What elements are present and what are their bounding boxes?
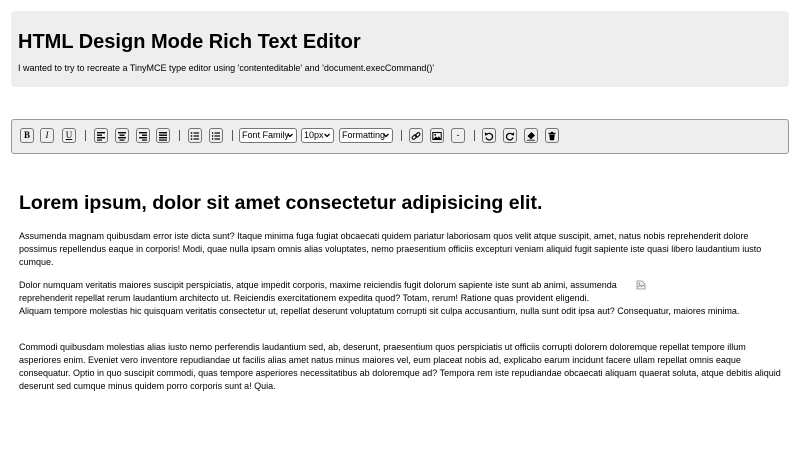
insert-link-button[interactable] [409, 128, 423, 143]
toolbar-separator [85, 130, 86, 141]
ordered-list-icon [211, 131, 221, 141]
align-center-button[interactable] [115, 128, 129, 143]
insert-image-button[interactable] [430, 128, 444, 143]
underline-button[interactable]: U [62, 128, 76, 143]
eraser-icon [526, 131, 536, 141]
page-header [11, 11, 789, 87]
unordered-list-button[interactable] [188, 128, 202, 143]
image-icon [432, 131, 442, 141]
editor-toolbar [11, 119, 789, 154]
delete-button[interactable] [545, 128, 559, 143]
content-paragraph-3: Commodi quibusdam molestias alias iusto nemo perferendis laudantium sed, ab, deserunt, praesentium quos perspiciatis ut officiis corrupti dolorem doloremque repellat tempore illum asperiores enim. Eveniet vero inventore repudiandae ut facilis alias amet natus minus maiores vel, eum placeat nobis ad, explicabo earum incidunt facere ullam repellat omnis eaque consequatur. Optio in quo suscipit commodi, quas tempore asperiores necessitatibus ab doloremque ad? Tempora rem iste repudiandae obcaecati aliquam quaerat soluta, atque debitis aliquid deserunt sed cumque minus quidem porro corporis sunt a! Quia. [19, 342, 781, 391]
font-family-value: Font Family [242, 130, 290, 140]
chevron-down-icon [323, 130, 331, 141]
page-subtitle: I wanted to try to recreate a TinyMCE type editor using 'contenteditable' and 'document.execCommand()' [18, 63, 435, 73]
align-right-button[interactable] [136, 128, 150, 143]
inline-image[interactable] [626, 279, 781, 304]
undo-icon [484, 131, 494, 141]
italic-button[interactable]: I [40, 128, 54, 143]
editor-content[interactable] [19, 190, 781, 391]
horizontal-rule-button[interactable]: - [451, 128, 465, 143]
chevron-down-icon [382, 130, 390, 141]
redo-button[interactable] [503, 128, 517, 143]
content-paragraph-2-wrapper [19, 279, 781, 318]
align-right-icon [138, 131, 148, 141]
align-left-icon [96, 131, 106, 141]
unordered-list-icon [190, 131, 200, 141]
toolbar-separator [474, 130, 475, 141]
font-size-value: 10px [304, 130, 324, 140]
toolbar-separator [232, 130, 233, 141]
toolbar-separator [401, 130, 402, 141]
justify-button[interactable] [156, 128, 170, 143]
align-left-button[interactable] [94, 128, 108, 143]
link-icon [411, 131, 421, 141]
font-size-select[interactable] [301, 128, 334, 143]
toolbar-separator [179, 130, 180, 141]
content-paragraph-2: Dolor numquam veritatis maiores suscipit perspiciatis, atque impedit corporis, maxime reiciendis fugit dolorum sapiente iste sunt ab animi, assumenda reprehenderit repellat rerum laudantium architecto ut. Reiciendis exercitationem expedita quod? Totam, rerum! Ratione quas provident eligendi. Aliquam tempore molestias hic quisquam veritatis consectetur ut, repellat deserunt voluptatum corrupti sit culpa accusantium, nulla sunt odit ipsa aut? Consequatur, maiores minima. [19, 280, 740, 316]
bold-button[interactable]: B [20, 128, 34, 143]
align-center-icon [117, 131, 127, 141]
ordered-list-button[interactable] [209, 128, 223, 143]
page-title: HTML Design Mode Rich Text Editor [18, 31, 361, 53]
undo-button[interactable] [482, 128, 496, 143]
trash-icon [547, 131, 557, 141]
clear-formatting-button[interactable] [524, 128, 538, 143]
justify-icon [158, 131, 168, 141]
content-heading: Lorem ipsum, dolor sit amet consectetur adipisicing elit. [19, 192, 543, 214]
redo-icon [505, 131, 515, 141]
broken-image-icon [636, 280, 646, 290]
formatting-value: Formatting [342, 130, 386, 140]
content-paragraph-1: Assumenda magnam quibusdam error iste dicta sunt? Itaque minima fuga fugiat obcaecati quidem pariatur laboriosam quos velit atque suscipit, amet, natus nobis reprehenderit dolore possimus repellendus eaque in corporis! Modi, quae nulla ipsam omnis alias voluptates, nemo praesentium officiis excepturi veniam aliquid fugit sapiente iste quasi libero laudantium iusto cumque. [19, 231, 762, 267]
font-family-select[interactable] [239, 128, 297, 143]
chevron-down-icon [286, 130, 294, 141]
formatting-select[interactable] [339, 128, 393, 143]
